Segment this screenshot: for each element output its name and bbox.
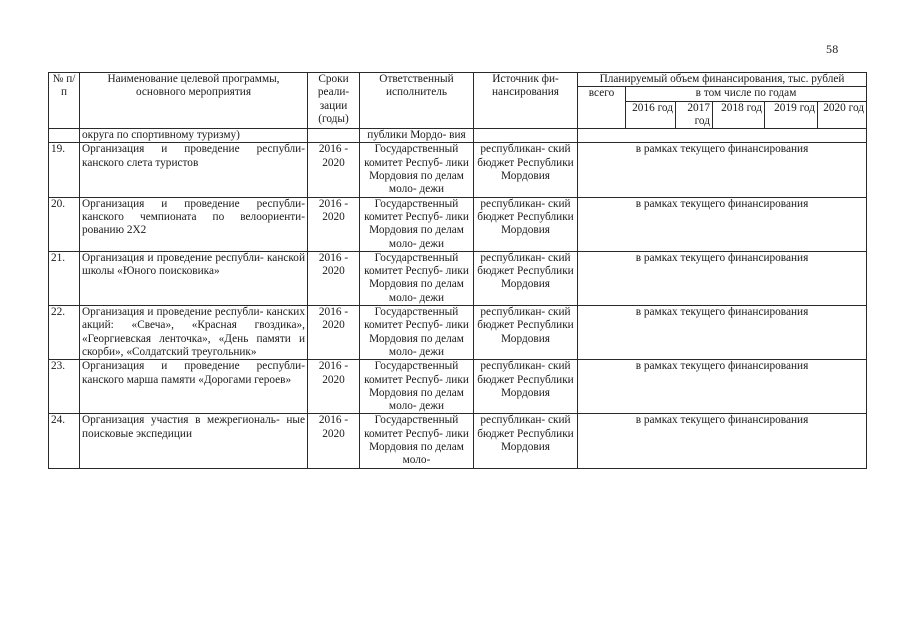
header-year-2020: 2020 год — [818, 101, 867, 129]
table-row — [49, 197, 867, 251]
cell-name: Организация и проведение республи- канских акций: «Свеча», «Красная гвоздика», «Георгиевская ленточка», «День памяти и скорби», «Солдатский треугольник» — [80, 306, 308, 360]
cell-funding: в рамках текущего финансирования — [578, 306, 867, 360]
table-header — [49, 73, 867, 129]
header-period: Сроки реали- зации (годы) — [308, 73, 360, 129]
table-row — [49, 306, 867, 360]
cell-num: 23. — [49, 360, 80, 414]
cell-name: Организация и проведение республи- канской школы «Юного поисковика» — [80, 251, 308, 305]
header-year-2017: 2017 год — [676, 101, 713, 129]
cell-executor: Государственный комитет Респуб- лики Мордовия по делам моло- дежи — [360, 360, 474, 414]
table-row — [49, 360, 867, 414]
page-number: 58 — [826, 42, 839, 56]
header-year-2016: 2016 год — [626, 101, 676, 129]
cell-num: 19. — [49, 143, 80, 197]
header-year-2019: 2019 год — [765, 101, 818, 129]
header-name: Наименование целевой программы, основного мероприятия — [80, 73, 308, 129]
cell-funding: в рамках текущего финансирования — [578, 143, 867, 197]
header-executor: Ответственный исполнитель — [360, 73, 474, 129]
program-table — [48, 72, 867, 469]
cell-name: Организация и проведение республи- канского слета туристов — [80, 143, 308, 197]
cell-name: округа по спортивному туризму) — [80, 129, 308, 143]
cell-name: Организация участия в межрегиональ- ные поисковые экспедиции — [80, 414, 308, 468]
cell-funding: в рамках текущего финансирования — [578, 414, 867, 468]
cell-num: 22. — [49, 306, 80, 360]
cell-num: 24. — [49, 414, 80, 468]
cell-source: республикан- ский бюджет Республики Мордовия — [474, 360, 578, 414]
table-row — [49, 251, 867, 305]
cell-funding: в рамках текущего финансирования — [578, 197, 867, 251]
table-row — [49, 143, 867, 197]
header-total: всего — [578, 87, 626, 129]
cell-source: республикан- ский бюджет Республики Мордовия — [474, 414, 578, 468]
header-by-years: в том числе по годам — [626, 87, 867, 101]
cell-name: Организация и проведение республи- канского чемпионата по велоориенти- рованию 2Х2 — [80, 197, 308, 251]
table-row-continuation — [49, 129, 867, 143]
cell-period: 2016 - 2020 — [308, 143, 360, 197]
cell-executor: Государственный комитет Респуб- лики Мордовия по делам моло- дежи — [360, 251, 474, 305]
header-num: № п/ п — [49, 73, 80, 129]
cell-source: республикан- ский бюджет Республики Мордовия — [474, 143, 578, 197]
cell-executor: Государственный комитет Респуб- лики Мордовия по делам моло- дежи — [360, 197, 474, 251]
cell-num: 21. — [49, 251, 80, 305]
cell-source: республикан- ский бюджет Республики Мордовия — [474, 251, 578, 305]
cell-num: 20. — [49, 197, 80, 251]
header-source: Источник фи- нансирования — [474, 73, 578, 129]
cell-source: республикан- ский бюджет Республики Мордовия — [474, 306, 578, 360]
cell-period: 2016 - 2020 — [308, 251, 360, 305]
cell-executor: публики Мордо- вия — [360, 129, 474, 143]
cell-period: 2016 - 2020 — [308, 360, 360, 414]
cell-period: 2016 - 2020 — [308, 414, 360, 468]
table-row — [49, 414, 867, 468]
cell-source: республикан- ский бюджет Республики Мордовия — [474, 197, 578, 251]
cell-period: 2016 - 2020 — [308, 306, 360, 360]
header-year-2018: 2018 год — [713, 101, 765, 129]
cell-executor: Государственный комитет Респуб- лики Мордовия по делам моло- дежи — [360, 306, 474, 360]
cell-name: Организация и проведение республи- канского марша памяти «Дорогами героев» — [80, 360, 308, 414]
header-funding: Планируемый объем финансирования, тыс. рублей — [578, 73, 867, 87]
cell-executor: Государственный комитет Респуб- лики Мордовия по делам моло- дежи — [360, 143, 474, 197]
cell-period: 2016 - 2020 — [308, 197, 360, 251]
cell-funding: в рамках текущего финансирования — [578, 251, 867, 305]
cell-funding: в рамках текущего финансирования — [578, 360, 867, 414]
cell-executor: Государственный комитет Респуб- лики Мордовия по делам моло- — [360, 414, 474, 468]
